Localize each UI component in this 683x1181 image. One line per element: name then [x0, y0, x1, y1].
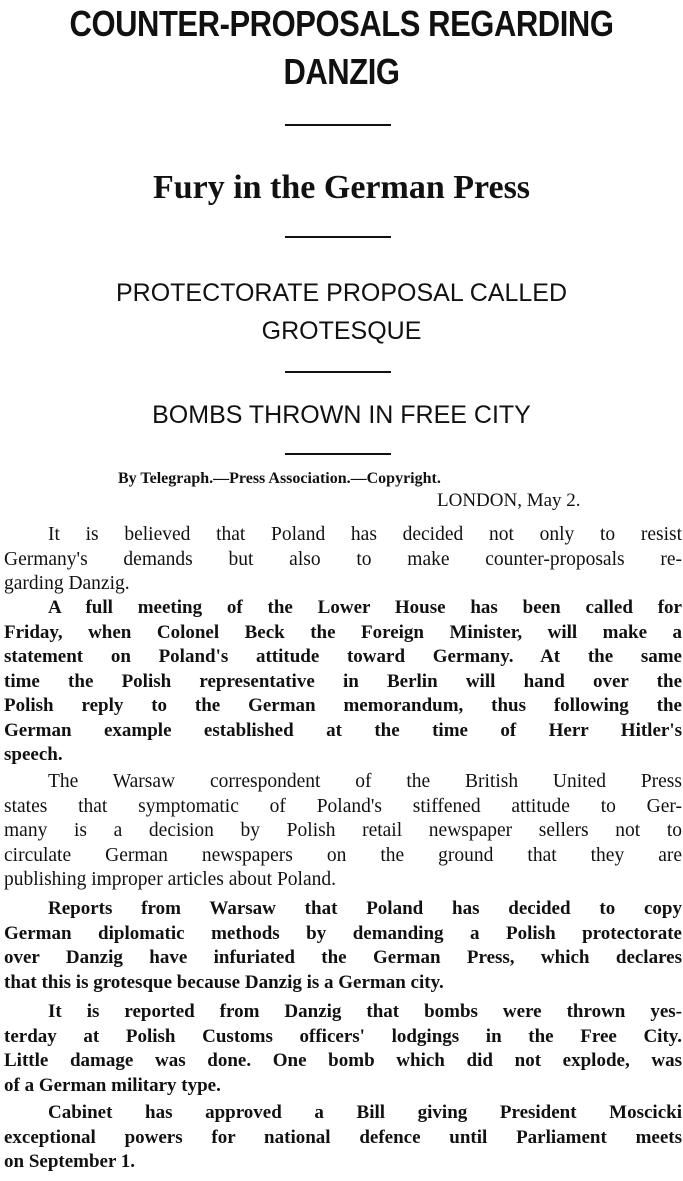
- divider-rule: [285, 236, 391, 238]
- paragraph-line: A full meeting of the Lower House has been called for: [48, 597, 682, 618]
- paragraph-line: It is reported from Danzig that bombs were thrown yes-: [48, 1001, 682, 1022]
- divider-rule: [285, 124, 391, 126]
- paragraph-line: Cabinet has approved a Bill giving President Moscicki: [48, 1102, 682, 1123]
- paragraph-line: garding Danzig.: [4, 573, 130, 594]
- divider-rule: [285, 371, 391, 373]
- dateline: LONDON, May 2.: [437, 490, 581, 511]
- paragraph-line: time the Polish representative in Berlin will hand over the: [4, 670, 682, 692]
- paragraph-line: speech.: [4, 744, 63, 765]
- paragraph-line: Friday, when Colonel Beck the Foreign Minister, will make a: [4, 621, 682, 643]
- paragraph-3: [4, 770, 682, 893]
- paragraph-line: statement on Poland's attitude toward Germany. At the same: [4, 646, 682, 667]
- paragraph-line: German example established at the time of Herr Hitler's: [4, 719, 682, 741]
- paragraph-5: [4, 1000, 682, 1098]
- headline-line-2: DANZIG: [283, 51, 400, 92]
- paragraph-line: The Warsaw correspondent of the British United Press: [48, 771, 682, 792]
- subhead-protectorate-line-1: PROTECTORATE PROPOSAL CALLED: [115, 279, 568, 307]
- paragraph-line: publishing improper articles about Poland.: [4, 869, 336, 890]
- paragraph-line: circulate German newspapers on the ground that they are: [4, 844, 682, 866]
- paragraph-line: terday at Polish Customs officers' lodgings in the Free City.: [4, 1025, 682, 1047]
- paragraph-line: It is believed that Poland has decided not only to resist: [48, 524, 682, 545]
- paragraph-4: [4, 897, 682, 995]
- paragraph-line: Little damage was done. One bomb which did not explode, was: [4, 1050, 682, 1071]
- paragraph-1: [4, 523, 682, 597]
- divider-rule: [285, 453, 391, 455]
- paragraph-line: exceptional powers for national defence until Parliament meets: [4, 1126, 682, 1148]
- paragraph-line: Germany's demands but also to make counter-proposals re-: [4, 548, 682, 570]
- paragraph-line: of a German military type.: [4, 1074, 221, 1096]
- byline: By Telegraph.—Press Association.—Copyright.: [118, 470, 441, 487]
- subhead-bombs: BOMBS THROWN IN FREE CITY: [152, 401, 531, 429]
- paragraph-line: Polish reply to the German memorandum, thus following the: [4, 695, 682, 716]
- paragraph-line: states that symptomatic of Poland's stiffened attitude to Ger-: [4, 795, 682, 817]
- subhead-fury: Fury in the German Press: [152, 169, 531, 206]
- headline-line-1: COUNTER-PROPOSALS REGARDING: [69, 3, 614, 44]
- paragraph-line: on September 1.: [4, 1151, 136, 1172]
- paragraph-line: many is a decision by Polish retail newspaper sellers not to: [4, 820, 682, 841]
- paragraph-line: over Danzig have infuriated the German Press, which declares: [4, 947, 682, 968]
- paragraph-line: Reports from Warsaw that Poland has decided to copy: [48, 898, 682, 919]
- paragraph-line: that this is grotesque because Danzig is a German city.: [4, 971, 444, 993]
- paragraph-2: [4, 596, 682, 768]
- paragraph-6: [4, 1101, 682, 1175]
- paragraph-line: German diplomatic methods by demanding a Polish protectorate: [4, 922, 682, 944]
- subhead-protectorate-line-2: GROTESQUE: [261, 317, 422, 345]
